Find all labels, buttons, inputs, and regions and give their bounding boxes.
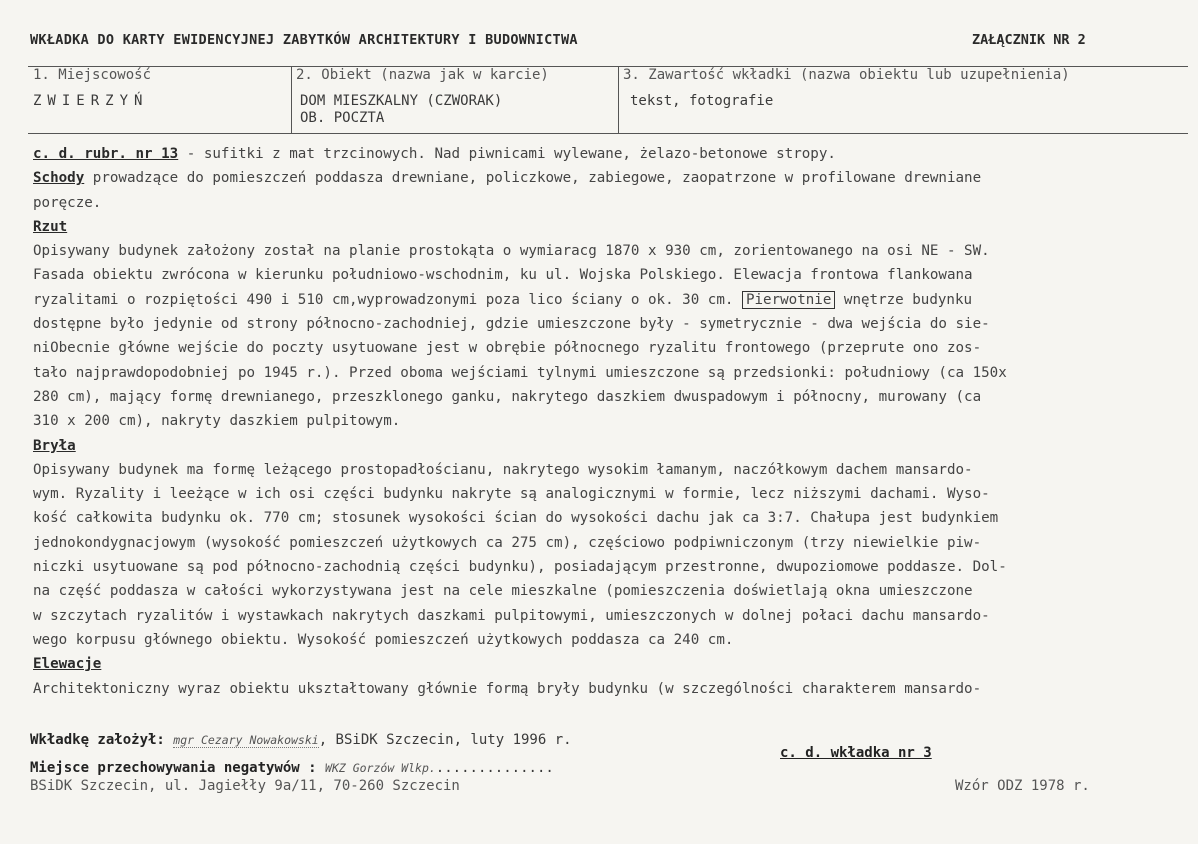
- body-line: tało najprawdopodobniej po 1945 r.). Przed oboma wejściami tylnymi umieszczone są przedsionki: południowy (ca 150x: [33, 364, 1007, 381]
- body-text: - sufitki z mat trzcinowych. Nad piwnicami wylewane, żelazo-betonowe stropy.: [178, 146, 836, 162]
- description-body: [33, 142, 1193, 701]
- body-line: wym. Ryzality i leeżące w ich osi części budynku nakryte są analogicznymi w formie, lecz niższymi dachami. Wyso-: [33, 486, 990, 503]
- boxed-word: Pierwotnie: [742, 291, 835, 309]
- locality-label: 1. Miejscowość: [33, 67, 152, 83]
- author-name: mgr Cezary Nowakowski: [173, 733, 319, 747]
- continued-reference: c. d. wkładka nr 3: [780, 745, 932, 761]
- contents-label: 3. Zawartość wkładki (nazwa obiektu lub uzupełnienia): [623, 67, 1070, 83]
- form-title: WKŁADKA DO KARTY EWIDENCYJNEJ ZABYTKÓW ARCHITEKTURY I BUDOWNICTWA: [30, 32, 578, 48]
- body-line: kość całkowita budynku ok. 770 cm; stosunek wysokości ścian do wysokości dachu jak ca 3:7. Chałupa jest budynkiem: [33, 510, 999, 527]
- body-text: wnętrze budynku: [835, 291, 973, 308]
- body-line: Opisywany budynek ma formę leżącego prostopadłościanu, nakrytego wysokim łamanym, naczółkowym dachem mansardo-: [33, 461, 973, 478]
- body-text: ryzalitami o rozpiętości 490 i 510 cm,wyprowadzonymi poza lico ściany o ok. 30 cm.: [33, 291, 742, 308]
- body-line: [33, 142, 1193, 166]
- body-line: jednokondygnacjowym (wysokość pomieszczeń użytkowych ca 275 cm), częściowo podpiwniczonym (trzy niewielkie piw-: [33, 534, 982, 551]
- body-line: Fasada obiektu zwrócona w kierunku południowo-wschodnim, ku ul. Wojska Polskiego. Elewacja frontowa flankowana: [33, 267, 973, 284]
- body-line: [33, 166, 1193, 190]
- negatives-dots: ..............: [435, 760, 554, 776]
- body-line: w szczytach ryzalitów i wystawkach nakrytych daszkami pulpitowymi, umieszczonych w dolnej połaci dachu mansardo-: [33, 607, 990, 624]
- section-heading-plan: Rzut: [33, 218, 68, 235]
- body-line: dostępne było jedynie od strony północno-zachodniej, gdzie umieszczone były - symetrycznie - dwa wejścia do sie-: [33, 316, 990, 333]
- section-heading-stairs: Schody: [33, 170, 85, 187]
- grid-divider-1: [291, 66, 292, 134]
- body-line: [33, 652, 1193, 676]
- body-line: [33, 288, 1193, 312]
- contents-value: tekst, fotografie: [630, 93, 774, 109]
- institution-address: BSiDK Szczecin, ul. Jagiełły 9a/11, 70-260 Szczecin: [30, 778, 460, 794]
- body-line: niObecnie główne wejście do poczty usytuowane jest w obrębie północnego ryzalitu frontowego (przeprute ono zos-: [33, 340, 982, 357]
- annex-number: ZAŁĄCZNIK NR 2: [972, 32, 1086, 48]
- body-line: 280 cm), mający formę drewnianego, przeszklonego ganku, nakrytego daszkiem dwuspadowym i północny, murowany (ca: [33, 388, 982, 405]
- body-line: wego korpusu głównego obiektu. Wysokość pomieszczeń użytkowych poddasza ca 240 cm.: [33, 631, 734, 648]
- body-line: [33, 215, 1193, 239]
- section-heading-massing: Bryła: [33, 437, 76, 454]
- author-label: Wkładkę założył:: [30, 732, 174, 748]
- locality-value: ZWIERZYŃ: [33, 93, 149, 109]
- body-line: [33, 434, 1193, 458]
- body-line: poręcze.: [33, 194, 102, 211]
- section-heading-elevations: Elewacje: [33, 656, 102, 673]
- object-label: 2. Obiekt (nazwa jak w karcie): [296, 67, 549, 83]
- body-text: prowadzące do pomieszczeń poddasza drewniane, policzkowe, zabiegowe, zaopatrzone w profilowane drewniane: [84, 170, 982, 187]
- author-line: [30, 732, 572, 748]
- body-line: Architektoniczny wyraz obiektu ukształtowany głównie formą bryły budynku (w szczególności charakterem mansardo-: [33, 680, 982, 697]
- object-value-line-2: OB. POCZTA: [300, 110, 385, 126]
- object-value-line-1: DOM MIESZKALNY (CZWORAK): [300, 93, 503, 109]
- negatives-line: [30, 760, 554, 776]
- grid-divider-2: [618, 66, 619, 134]
- form-template: Wzór ODZ 1978 r.: [955, 778, 1090, 794]
- negatives-label: Miejsce przechowywania negatywów :: [30, 760, 326, 776]
- body-line: niczki usytuowane są pod północno-zachodnią części budynku), posiadającym przestronne, dwupoziomowe poddasze. Dol-: [33, 559, 1007, 576]
- author-rest: , BSiDK Szczecin, luty 1996 r.: [318, 732, 572, 748]
- body-line: Opisywany budynek założony został na planie prostokąta o wymiaracg 1870 x 930 cm, zorientowanego na osi NE - SW.: [33, 243, 990, 260]
- body-line: 310 x 200 cm), nakryty daszkiem pulpitowym.: [33, 413, 401, 430]
- body-line: na część poddasza w całości wykorzystywana jest na cele mieszkalne (pomieszczenia doświetlają okna umieszczone: [33, 583, 973, 600]
- grid-bottom-line: [28, 133, 1188, 134]
- negatives-value: WKZ Gorzów Wlkp.: [325, 761, 436, 775]
- section-heading-continued: c. d. rubr. nr 13: [33, 146, 179, 162]
